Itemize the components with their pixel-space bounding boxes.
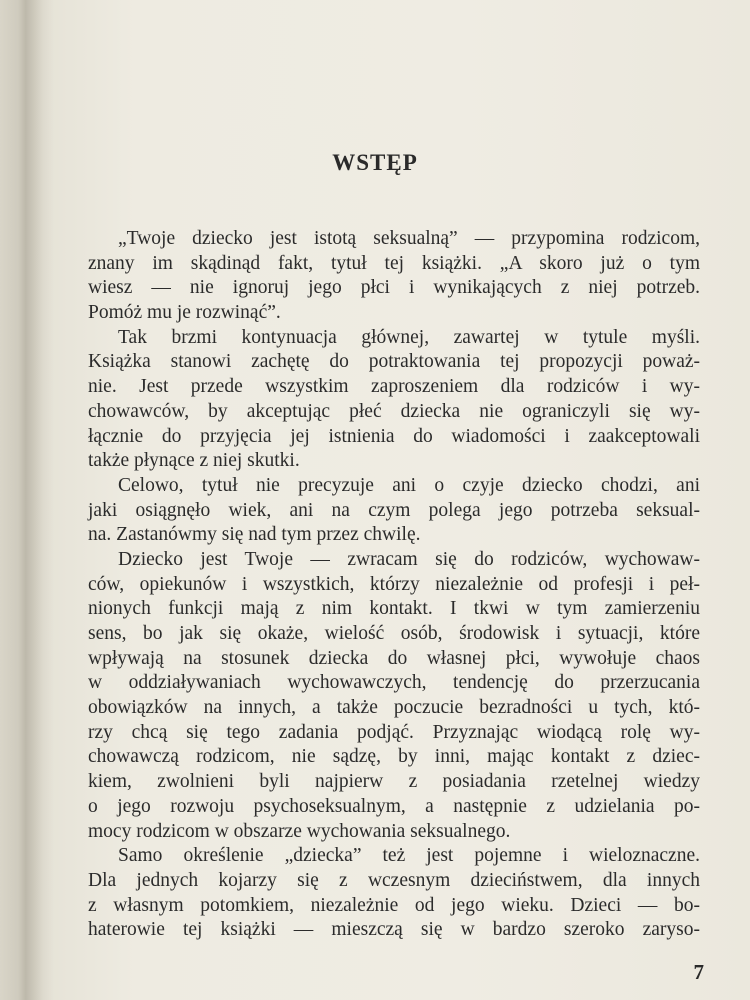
- text-line: także płynące z niej skutki.: [88, 450, 300, 472]
- text-line: haterowie tej książki — mieszczą się w bardzo szeroko zaryso-: [88, 919, 700, 941]
- text-line: łącznie do przyjęcia jej istnienia do wiadomości i zaakceptowali: [88, 425, 700, 447]
- text-line: Książka stanowi zachętę do potraktowania tej propozycji poważ-: [88, 351, 700, 373]
- text-line: mocy rodzicom w obszarze wychowania seksualnego.: [88, 820, 511, 842]
- text-line: Celowo, tytuł nie precyzuje ani o czyje dziecko chodzi, ani: [118, 474, 700, 496]
- text-line: sens, bo jak się okaże, wielość osób, środowisk i sytuacji, które: [88, 623, 700, 644]
- chapter-title: WSTĘP: [332, 150, 418, 175]
- text-line: ców, opiekunów i wszystkich, którzy niezależnie od profesji i peł-: [88, 573, 700, 595]
- text-line: chowawców, by akceptując płeć dziecka nie ograniczyli się wy-: [88, 400, 700, 422]
- text-line: wiesz — nie ignoruj jego płci i wynikających z niej potrzeb.: [88, 277, 700, 299]
- text-line: na. Zastanówmy się nad tym przez chwilę.: [88, 524, 421, 546]
- text-line: Samo określenie „dziecka” też jest pojemne i wieloznaczne.: [118, 845, 700, 867]
- text-line: jaki osiągnęło wiek, ani na czym polega jego potrzeba seksual-: [88, 499, 700, 521]
- text-line: „Twoje dziecko jest istotą seksualną” — przypomina rodzicom,: [118, 228, 700, 249]
- text-line: nionych funkcji mają z nim kontakt. I tkwi w tym zamierzeniu: [88, 598, 700, 620]
- text-line: z własnym potomkiem, niezależnie od jego wieku. Dzieci — bo-: [88, 894, 700, 916]
- text-line: o jego rozwoju psychoseksualnym, a następnie z udzielania po-: [88, 795, 700, 817]
- text-line: obowiązków na innych, a także poczucie bezradności u tych, któ-: [88, 697, 700, 719]
- text-line: Tak brzmi kontynuacja głównej, zawartej w tytule myśli.: [118, 326, 700, 348]
- text-line: Dla jednych kojarzy się z wczesnym dzieciństwem, dla innych: [88, 869, 700, 891]
- text-line: rzy chcą się tego zadania podjąć. Przyznając wiodącą rolę wy-: [88, 721, 700, 743]
- text-line: kiem, zwolnieni byli najpierw z posiadania rzetelnej wiedzy: [88, 771, 700, 793]
- text-line: w oddziaływaniach wychowawczych, tendencję do przerzucania: [88, 672, 700, 694]
- body-text: [88, 227, 700, 943]
- text-line: nie. Jest przede wszystkim zaproszeniem dla rodziców i wy-: [88, 376, 700, 398]
- text-line: chowawczą rodzicom, nie sądzę, by inni, mając kontakt z dziec-: [88, 746, 700, 768]
- text-line: znany im skądinąd fakt, tytuł tej książki. „A skoro już o tym: [88, 252, 700, 274]
- text-line: Pomóż mu je rozwinąć”.: [88, 302, 281, 324]
- text-line: wpływają na stosunek dziecka do własnej płci, wywołuje chaos: [88, 647, 700, 669]
- text-line: Dziecko jest Twoje — zwracam się do rodziców, wychowaw-: [118, 548, 700, 570]
- page-number: 7: [693, 960, 704, 984]
